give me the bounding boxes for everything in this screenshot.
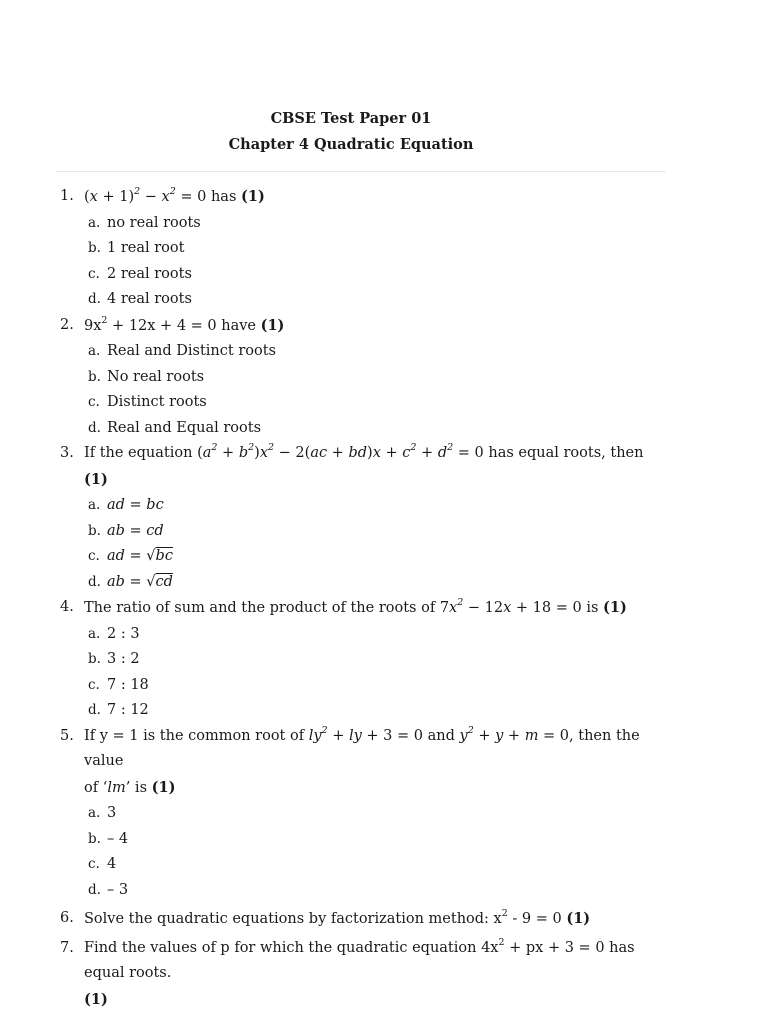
question-math: $(a^2 + b^2)x^2 - 2(ac + bd)x + c^2 + d^2 = 0$ <box>197 442 484 461</box>
option-c: c. Distinct roots <box>88 394 207 410</box>
option-b: b. 3 : 2 <box>88 651 140 667</box>
question-number: 3. <box>60 445 74 461</box>
marks-label: (1) <box>603 599 627 616</box>
question-2: 2. $9x^2 + 12x + 4 = 0$ have (1) <box>60 313 670 340</box>
question-list <box>60 184 670 1013</box>
question-7: 7. Find the values of p for which the quadratic equation $4x^2$ + px + 3 = 0 has equal roots. (1) <box>60 936 635 1008</box>
marks-label: (1) <box>566 910 591 927</box>
option-d: d. 7 : 12 <box>88 702 149 718</box>
option-d: d. – 3 <box>88 881 129 898</box>
marks-label: (1) <box>241 188 265 205</box>
question-text: has <box>206 189 242 205</box>
option-c: c. ad = √bc <box>88 548 173 564</box>
question-6: 6. Solve the quadratic equations by factorization method: $x^2 - 9 = 0$ (1) <box>60 906 670 933</box>
question-number: 1. <box>60 188 74 204</box>
option-b: b. No real roots <box>88 368 205 385</box>
option-a: a. Real and Distinct roots <box>88 343 276 359</box>
marks-label: (1) <box>84 990 108 1008</box>
option-c: c. 2 real roots <box>88 265 192 282</box>
question-number: 4. <box>60 599 74 615</box>
option-d: d. 4 real roots <box>88 291 192 307</box>
question-number: 7. <box>60 939 74 956</box>
paper-title: CBSE Test Paper 01 <box>270 110 432 127</box>
option-c: c. 7 : 18 <box>88 676 149 693</box>
question-4: 4. The ratio of sum and the product of the roots of $7x^2 - 12x + 18 = 0$ is (1) <box>60 595 670 622</box>
question-number: 6. <box>60 910 74 926</box>
question-math: $ly^2$ + ly + 3 = 0 <box>308 724 423 744</box>
option-d: d. Real and Equal roots <box>88 419 262 436</box>
option-d: d. ab = √cd <box>88 573 173 590</box>
question-math-2: $y^2 + y + m = 0$ <box>459 724 570 744</box>
question-math: $(x + 1)^2 - x^2 = 0$ <box>84 186 207 205</box>
paper-header <box>0 106 702 158</box>
marks-label: (1) <box>151 778 176 796</box>
question-number: 2. <box>60 316 74 333</box>
option-b: b. 1 real root <box>88 240 185 256</box>
option-a: a. 2 : 3 <box>88 625 140 642</box>
question-math: $7x^2 - 12x + 18 = 0$ <box>439 597 582 616</box>
option-a: a. 3 <box>88 805 117 821</box>
question-1 <box>60 184 670 211</box>
chapter-title: Chapter 4 Quadratic Equation <box>228 136 474 153</box>
marks-label: (1) <box>84 470 108 488</box>
question-number: 5. <box>60 727 74 744</box>
option-b: b. ab = cd <box>88 522 164 539</box>
option-c: c. 4 <box>88 856 117 872</box>
option-a: a. ad = bc <box>88 497 164 513</box>
question-3: 3. If the equation $(a^2 + b^2)x^2 - 2(ac + bd)x + c^2 + d^2 = 0$ has equal roots, then (1) <box>60 442 644 488</box>
marks-label: (1) <box>260 316 285 334</box>
question-5: 5. If y = 1 is the common root of $ly^2$ + ly + 3 = 0 and $y^2 + y + m = 0$, then the value of ‘lm’ is (1) <box>60 724 640 796</box>
header-divider <box>56 171 666 172</box>
option-b: b. – 4 <box>88 830 129 847</box>
option-a: a. no real roots <box>88 214 201 231</box>
